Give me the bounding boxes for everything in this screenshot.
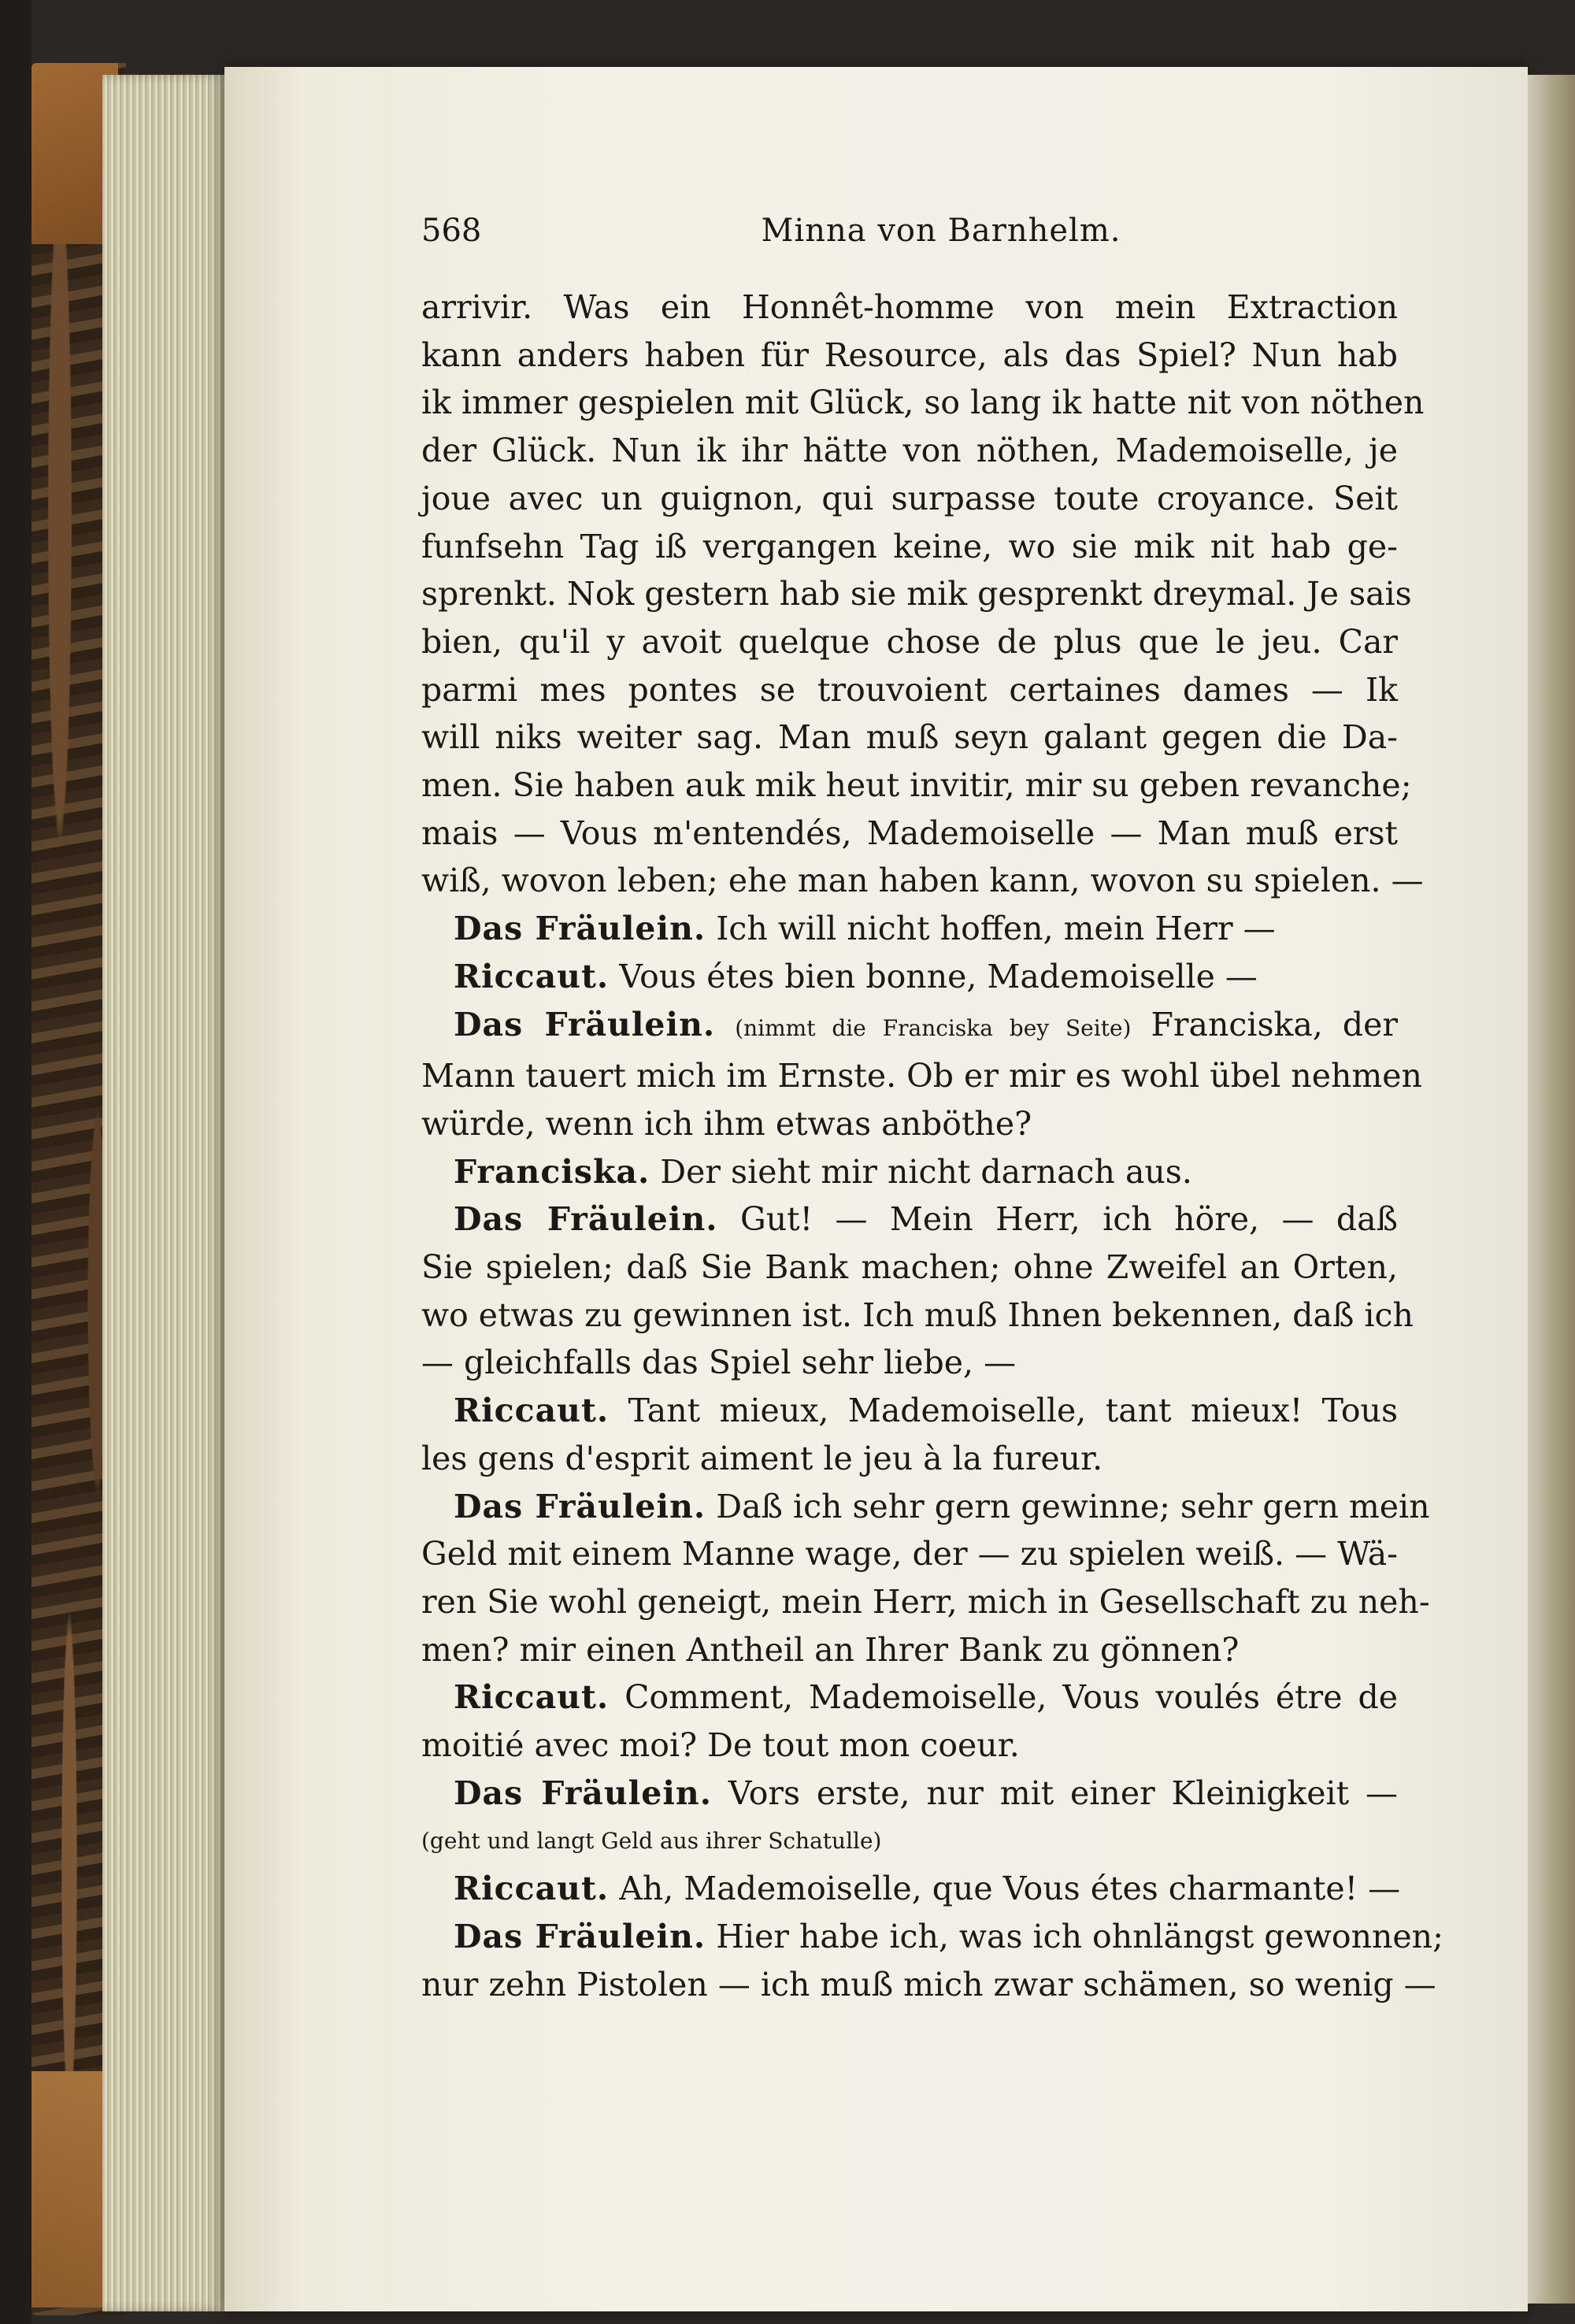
speech-text: Gut! — Mein Herr, ich höre, — daß bbox=[739, 1200, 1398, 1239]
page-body bbox=[421, 284, 1443, 2008]
text-line bbox=[421, 1770, 1398, 1818]
speech bbox=[421, 1195, 1414, 1387]
speech-text: Franciska, der bbox=[1151, 1005, 1398, 1043]
text-line: wiß, wovon leben; ehe man haben kann, wovon su spielen. — bbox=[421, 862, 1424, 900]
speaker-name: Das Fräulein. bbox=[454, 1200, 718, 1239]
text-line: sprenkt. Nok gestern hab sie mik gesprenkt dreymal. Je sais bbox=[421, 575, 1412, 613]
speaker-name: Das Fräulein. bbox=[454, 1487, 706, 1525]
text-line bbox=[421, 1913, 1443, 1961]
speaker-name: Das Fräulein. bbox=[454, 910, 706, 948]
speaker-name: Das Fräulein. bbox=[454, 1774, 712, 1812]
speaker-name: Das Fräulein. bbox=[454, 1005, 716, 1043]
opening-paragraph bbox=[421, 284, 1425, 905]
text-line bbox=[421, 1195, 1398, 1244]
page-number: 568 bbox=[421, 213, 482, 249]
speaker-name: Riccaut. bbox=[454, 1678, 610, 1717]
text-line bbox=[421, 1387, 1398, 1435]
speaker-name: Das Fräulein. bbox=[454, 1917, 706, 1955]
text-line: kann anders haben für Resource, als das Spiel? Nun hab bbox=[421, 335, 1398, 374]
text-line: nur zehn Pistolen — ich muß mich zwar schämen, so wenig — bbox=[421, 1965, 1436, 2003]
text-line: arrivir. Was ein Honnêt-homme von mein Extraction bbox=[421, 288, 1398, 326]
stage-direction: (geht und langt Geld aus ihrer Schatulle) bbox=[421, 1827, 882, 1854]
text-line: men. Sie haben auk mik heut invitir, mir su geben revanche; bbox=[421, 766, 1412, 805]
text-line: les gens d'esprit aiment le jeu à la fureur. bbox=[421, 1439, 1103, 1477]
speaker-name: Franciska. bbox=[454, 1152, 650, 1191]
text-line: parmi mes pontes se trouvoient certaines dames — Ik bbox=[421, 670, 1398, 709]
page-header bbox=[421, 213, 1398, 268]
text-line bbox=[421, 1674, 1398, 1722]
text-line: bien, qu'il y avoit quelque chose de plus que le jeu. Car bbox=[421, 622, 1398, 661]
running-head: Minna von Barnhelm. bbox=[761, 213, 1121, 249]
speech-text: Ah, Mademoiselle, que Vous étes charmante! — bbox=[619, 1870, 1401, 1908]
facing-page-edge bbox=[1528, 75, 1575, 2304]
text-line: mais — Vous m'entendés, Mademoiselle — Man muß erst bbox=[421, 814, 1398, 852]
text-line bbox=[421, 1483, 1430, 1531]
speech-text: Vous étes bien bonne, Mademoiselle — bbox=[619, 957, 1258, 995]
text-line: würde, wenn ich ihm etwas anböthe? bbox=[421, 1104, 1032, 1143]
speaker-name: Riccaut. bbox=[454, 1870, 610, 1908]
text-line: Mann tauert mich im Ernste. Ob er mir es wohl übel nehmen bbox=[421, 1057, 1422, 1095]
text-line: funfsehn Tag iß vergangen keine, wo sie mik nit hab ge- bbox=[421, 527, 1398, 565]
speech bbox=[421, 1483, 1430, 1674]
text-line: joue avec un guignon, qui surpasse toute croyance. Seit bbox=[421, 479, 1398, 517]
speech-text: Tant mieux, Mademoiselle, tant mieux! Tous bbox=[628, 1392, 1398, 1430]
speech bbox=[421, 1387, 1398, 1482]
speech bbox=[421, 1913, 1443, 2008]
text-line: men? mir einen Antheil an Ihrer Bank zu gönnen? bbox=[421, 1630, 1240, 1669]
stage-direction: (nimmt die Franciska bey Seite) bbox=[735, 1014, 1132, 1041]
text-line: — gleichfalls das Spiel sehr liebe, — bbox=[421, 1344, 1017, 1382]
text-line: moitié avec moi? De tout mon coeur. bbox=[421, 1726, 1020, 1765]
speech-text: Der sieht mir nicht darnach aus. bbox=[660, 1152, 1192, 1191]
text-line: Geld mit einem Manne wage, der — zu spielen weiß. — Wä- bbox=[421, 1535, 1399, 1573]
speech bbox=[421, 1865, 1401, 1913]
speaker-name: Riccaut. bbox=[454, 1392, 610, 1430]
speech-text: Vors erste, nur mit einer Kleinigkeit — bbox=[728, 1774, 1398, 1812]
speech-text: Daß ich sehr gern gewinne; sehr gern mein bbox=[716, 1487, 1430, 1525]
speech bbox=[421, 1148, 1398, 1196]
speech-text: Hier habe ich, was ich ohnlängst gewonnen; bbox=[716, 1917, 1443, 1955]
text-line: ik immer gespielen mit Glück, so lang ik hatte nit von nöthen bbox=[421, 384, 1425, 422]
speech-text: Comment, Mademoiselle, Vous voulés étre de bbox=[624, 1678, 1398, 1717]
speech bbox=[421, 905, 1398, 953]
text-line: will niks weiter sag. Man muß seyn galant gegen die Da- bbox=[421, 718, 1398, 757]
background bbox=[0, 0, 32, 2324]
text-line: wo etwas zu gewinnen ist. Ich muß Ihnen bekennen, daß ich bbox=[421, 1295, 1414, 1334]
speech bbox=[421, 1674, 1398, 1769]
speaker-name: Riccaut. bbox=[454, 957, 610, 995]
text-line: der Glück. Nun ik ihr hätte von nöthen, Mademoiselle, je bbox=[421, 432, 1398, 470]
text-line bbox=[421, 953, 1398, 1001]
text-line: ren Sie wohl geneigt, mein Herr, mich in Gesellschaft zu neh- bbox=[421, 1582, 1430, 1621]
text-line bbox=[421, 905, 1398, 953]
text-line bbox=[421, 1865, 1401, 1913]
speech-text: Ich will nicht hoffen, mein Herr — bbox=[716, 910, 1276, 948]
speech bbox=[421, 953, 1398, 1001]
text-line bbox=[421, 1001, 1398, 1053]
text-line bbox=[421, 1148, 1398, 1196]
speech bbox=[421, 1001, 1422, 1148]
text-line: Sie spielen; daß Sie Bank machen; ohne Zweifel an Orten, bbox=[421, 1248, 1398, 1287]
speech bbox=[421, 1770, 1398, 1865]
page-edges bbox=[102, 75, 228, 2311]
